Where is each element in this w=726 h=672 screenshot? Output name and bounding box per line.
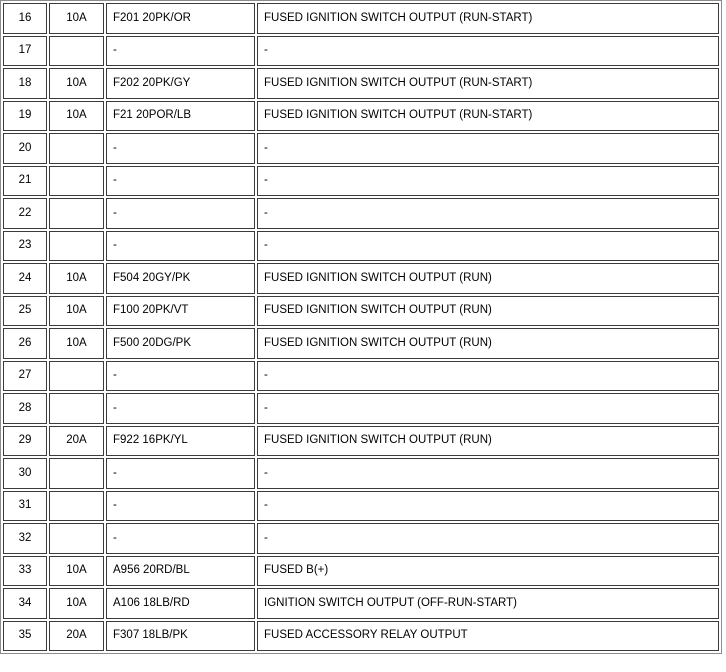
amperage-cell: 10A <box>49 68 104 99</box>
description-cell: FUSED IGNITION SWITCH OUTPUT (RUN) <box>257 328 719 359</box>
description-cell: - <box>257 393 719 424</box>
description-cell: FUSED IGNITION SWITCH OUTPUT (RUN-START) <box>257 68 719 99</box>
circuit-cell: - <box>106 393 255 424</box>
table-row <box>3 328 719 359</box>
description-cell: FUSED ACCESSORY RELAY OUTPUT <box>257 621 719 652</box>
circuit-cell: - <box>106 133 255 164</box>
circuit-cell: F307 18LB/PK <box>106 621 255 652</box>
table-row <box>3 198 719 229</box>
amperage-cell: 10A <box>49 556 104 587</box>
description-cell: - <box>257 458 719 489</box>
cavity-cell: 18 <box>3 68 47 99</box>
cavity-cell: 31 <box>3 491 47 522</box>
amperage-cell <box>49 133 104 164</box>
circuit-cell: - <box>106 458 255 489</box>
table-row <box>3 523 719 554</box>
cavity-cell: 34 <box>3 588 47 619</box>
description-cell: - <box>257 361 719 392</box>
amperage-cell <box>49 166 104 197</box>
table-row <box>3 296 719 327</box>
cavity-cell: 23 <box>3 231 47 262</box>
table-row <box>3 393 719 424</box>
description-cell: - <box>257 133 719 164</box>
circuit-cell: - <box>106 198 255 229</box>
description-cell: IGNITION SWITCH OUTPUT (OFF-RUN-START) <box>257 588 719 619</box>
circuit-cell: F922 16PK/YL <box>106 426 255 457</box>
cavity-cell: 32 <box>3 523 47 554</box>
circuit-cell: F201 20PK/OR <box>106 3 255 34</box>
amperage-cell: 10A <box>49 101 104 132</box>
circuit-cell: F21 20POR/LB <box>106 101 255 132</box>
table-row <box>3 556 719 587</box>
description-cell: - <box>257 36 719 67</box>
amperage-cell: 10A <box>49 588 104 619</box>
cavity-cell: 35 <box>3 621 47 652</box>
cavity-cell: 20 <box>3 133 47 164</box>
amperage-cell: 20A <box>49 426 104 457</box>
circuit-cell: - <box>106 491 255 522</box>
table-row <box>3 68 719 99</box>
circuit-cell: F504 20GY/PK <box>106 263 255 294</box>
table-row <box>3 166 719 197</box>
cavity-cell: 16 <box>3 3 47 34</box>
cavity-cell: 25 <box>3 296 47 327</box>
cavity-cell: 29 <box>3 426 47 457</box>
circuit-cell: A956 20RD/BL <box>106 556 255 587</box>
table-row <box>3 361 719 392</box>
cavity-cell: 19 <box>3 101 47 132</box>
amperage-cell <box>49 361 104 392</box>
cavity-cell: 33 <box>3 556 47 587</box>
description-cell: FUSED IGNITION SWITCH OUTPUT (RUN-START) <box>257 3 719 34</box>
cavity-cell: 26 <box>3 328 47 359</box>
amperage-cell <box>49 198 104 229</box>
table-row <box>3 588 719 619</box>
description-cell: - <box>257 198 719 229</box>
circuit-cell: F500 20DG/PK <box>106 328 255 359</box>
cavity-cell: 21 <box>3 166 47 197</box>
description-cell: - <box>257 491 719 522</box>
table-row <box>3 491 719 522</box>
amperage-cell: 10A <box>49 328 104 359</box>
cavity-cell: 30 <box>3 458 47 489</box>
amperage-cell <box>49 523 104 554</box>
amperage-cell: 10A <box>49 263 104 294</box>
table-row <box>3 426 719 457</box>
description-cell: FUSED IGNITION SWITCH OUTPUT (RUN) <box>257 263 719 294</box>
description-cell: FUSED IGNITION SWITCH OUTPUT (RUN) <box>257 426 719 457</box>
cavity-cell: 27 <box>3 361 47 392</box>
description-cell: - <box>257 231 719 262</box>
amperage-cell <box>49 458 104 489</box>
table-row <box>3 3 719 34</box>
circuit-cell: - <box>106 231 255 262</box>
table-row <box>3 458 719 489</box>
amperage-cell <box>49 231 104 262</box>
circuit-cell: - <box>106 523 255 554</box>
table-row <box>3 231 719 262</box>
table-row <box>3 133 719 164</box>
description-cell: FUSED IGNITION SWITCH OUTPUT (RUN) <box>257 296 719 327</box>
circuit-cell: - <box>106 166 255 197</box>
amperage-cell <box>49 393 104 424</box>
amperage-cell <box>49 491 104 522</box>
cavity-cell: 17 <box>3 36 47 67</box>
amperage-cell: 10A <box>49 3 104 34</box>
table-row <box>3 36 719 67</box>
description-cell: - <box>257 166 719 197</box>
circuit-cell: A106 18LB/RD <box>106 588 255 619</box>
circuit-cell: - <box>106 36 255 67</box>
amperage-cell <box>49 36 104 67</box>
amperage-cell: 10A <box>49 296 104 327</box>
cavity-cell: 28 <box>3 393 47 424</box>
table-row <box>3 621 719 652</box>
amperage-cell: 20A <box>49 621 104 652</box>
description-cell: - <box>257 523 719 554</box>
table-row <box>3 263 719 294</box>
description-cell: FUSED B(+) <box>257 556 719 587</box>
circuit-cell: - <box>106 361 255 392</box>
circuit-cell: F100 20PK/VT <box>106 296 255 327</box>
cavity-cell: 24 <box>3 263 47 294</box>
description-cell: FUSED IGNITION SWITCH OUTPUT (RUN-START) <box>257 101 719 132</box>
fuse-table-body <box>3 3 719 651</box>
circuit-cell: F202 20PK/GY <box>106 68 255 99</box>
cavity-cell: 22 <box>3 198 47 229</box>
table-row <box>3 101 719 132</box>
